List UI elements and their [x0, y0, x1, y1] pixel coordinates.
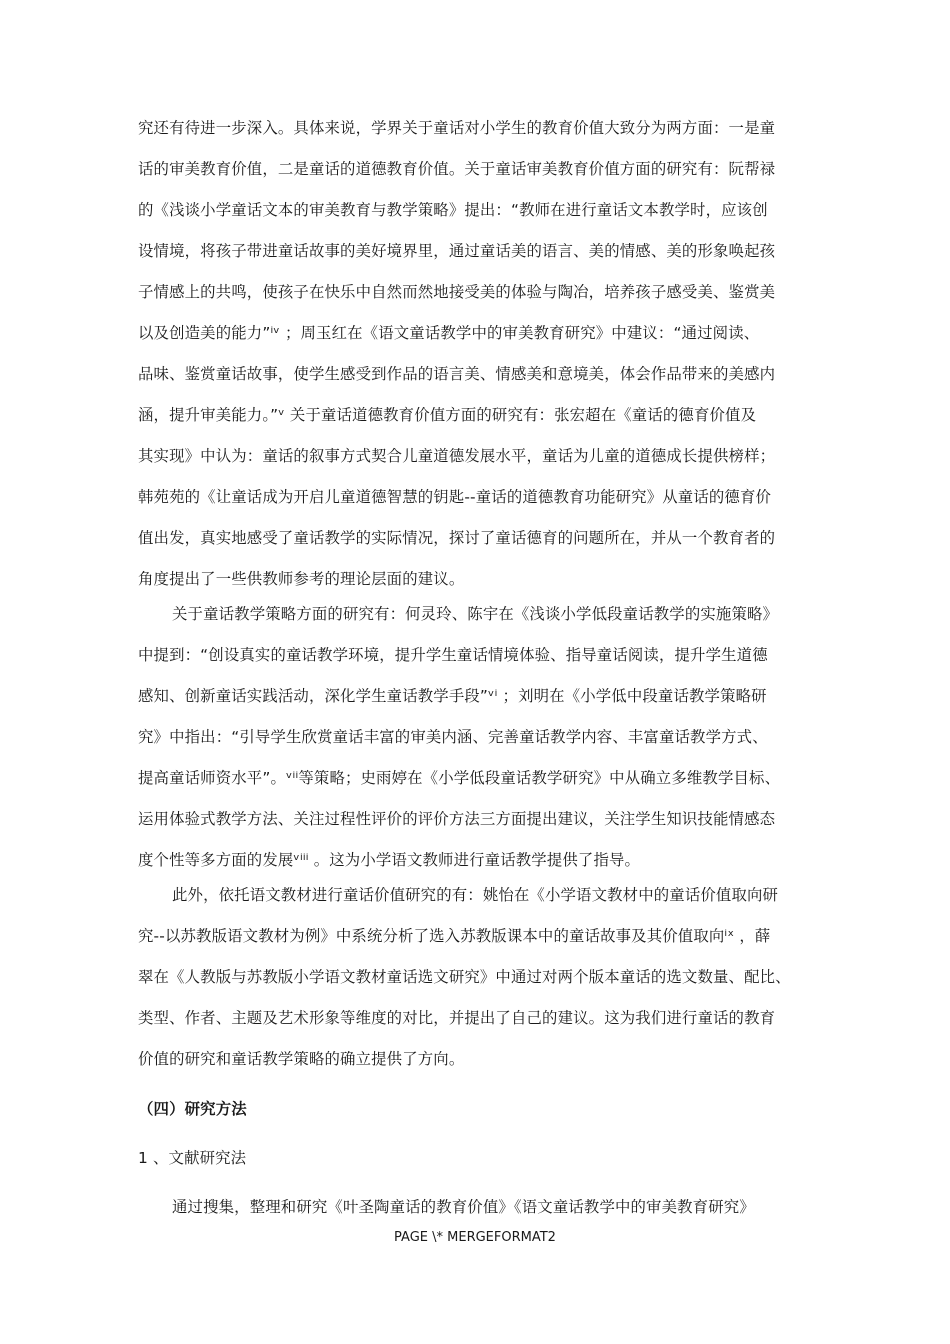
- section-heading: （四）研究方法: [138, 1100, 247, 1118]
- body-text-line: 品味、鉴赏童话故事，使学生感受到作品的语言美、情感美和意境美，体会作品带来的美感内: [138, 365, 776, 383]
- body-text-line: 运用体验式教学方法、关注过程性评价的评价方法三方面提出建议，关注学生知识技能情感态: [138, 810, 776, 828]
- paragraph-first-line: 关于童话教学策略方面的研究有：何灵玲、陈宇在《浅谈小学低段童话教学的实施策略》: [172, 605, 779, 623]
- body-text-line: 值出发，真实地感受了童话教学的实际情况，探讨了童话德育的问题所在，并从一个教育者的: [138, 529, 776, 547]
- paragraph-first-line: 通过搜集，整理和研究《叶圣陶童话的教育价值》《语文童话教学中的审美教育研究》: [172, 1198, 755, 1216]
- body-text-line: 话的审美教育价值，二是童话的道德教育价值。关于童话审美教育价值方面的研究有：阮帮禄: [138, 160, 776, 178]
- body-text-line: 感知、创新童话实践活动，深化学生童话教学手段”ᵛⁱ ；刘明在《小学低中段童话教学策略研: [138, 687, 767, 705]
- body-text-line: 设情境，将孩子带进童话故事的美好境界里，通过童话美的语言、美的情感、美的形象唤起孩: [138, 242, 776, 260]
- page-footer: PAGE \* MERGEFORMAT2: [394, 1230, 556, 1245]
- body-text-line: 涵，提升审美能力。”ᵛ 关于童话道德教育价值方面的研究有：张宏超在《童话的德育价值及: [138, 406, 757, 424]
- body-text-line: 角度提出了一些供教师参考的理论层面的建议。: [138, 570, 465, 588]
- body-text-line: 价值的研究和童话教学策略的确立提供了方向。: [138, 1050, 465, 1068]
- body-text-line: 提高童话师资水平”。ᵛⁱⁱ等策略；史雨婷在《小学低段童话教学研究》中从确立多维教学目标、: [138, 769, 781, 787]
- body-text-line: 究--以苏教版语文教材为例》中系统分析了选入苏教版课本中的童话故事及其价值取向ⁱˣ ，薛: [138, 927, 771, 945]
- body-text-line: 其实现》中认为：童话的叙事方式契合儿童道德发展水平，童话为儿童的道德成长提供榜样；: [138, 447, 776, 465]
- body-text-line: 中提到：“创设真实的童话教学环境，提升学生童话情境体验、指导童话阅读，提升学生道德: [138, 646, 768, 664]
- body-text-line: 的《浅谈小学童话文本的审美教育与教学策略》提出：“教师在进行童话文本教学时，应该创: [138, 201, 768, 219]
- body-text-line: 翠在《人教版与苏教版小学语文教材童话选文研究》中通过对两个版本童话的选文数量、配比、: [138, 968, 791, 986]
- subsection-heading: 1 、文献研究法: [138, 1149, 247, 1167]
- paragraph-first-line: 此外，依托语文教材进行童话价值研究的有：姚怡在《小学语文教材中的童话价值取向研: [172, 886, 779, 904]
- body-text-line: 子情感上的共鸣，使孩子在快乐中自然而然地接受美的体验与陶冶，培养孩子感受美、鉴赏美: [138, 283, 776, 301]
- body-text-line: 韩苑苑的《让童话成为开启儿童道德智慧的钥匙--童话的道德教育功能研究》从童话的德育价: [138, 488, 772, 506]
- body-text-line: 究还有待进一步深入。具体来说，学界关于童话对小学生的教育价值大致分为两方面：一是童: [138, 119, 776, 137]
- body-text-line: 以及创造美的能力”ⁱᵛ ；周玉红在《语文童话教学中的审美教育研究》中建议：“通过阅读、: [138, 324, 760, 342]
- body-text-line: 度个性等多方面的发展ᵛⁱⁱⁱ 。这为小学语文教师进行童话教学提供了指导。: [138, 851, 641, 869]
- body-text-line: 究》中指出：“引导学生欣赏童话丰富的审美内涵、完善童话教学内容、丰富童话教学方式、: [138, 728, 768, 746]
- body-text-line: 类型、作者、主题及艺术形象等维度的对比，并提出了自己的建议。这为我们进行童话的教育: [138, 1009, 776, 1027]
